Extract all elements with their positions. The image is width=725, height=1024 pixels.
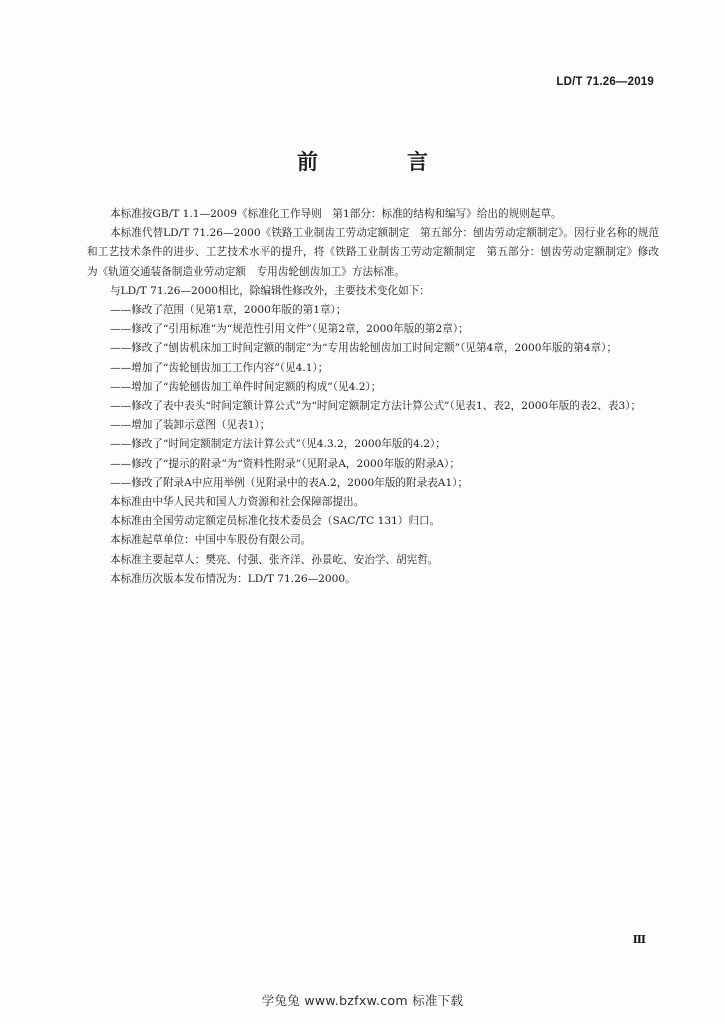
paragraph-drafting-rules: 本标准按GB/T 1.1—2009《标准化工作导则 第1部分：标准的结构和编写》给出的规则起草。 [110,208,562,220]
paragraph-drafting-unit: 本标准起草单位：中国中车股份有限公司。 [110,534,312,547]
paragraph-changes-intro: 与LD/T 71.26—2000相比，除编辑性修改外，主要技术变化如下： [110,284,430,297]
paragraph-drafters: 本标准主要起草人：樊亮、付强、张齐洋、孙景屹、安治学、胡宪哲。 [110,553,439,566]
change-item-example: ——修改了附录A中应用举例（见附录中的表A.2，2000年版的附录表A1）； [110,476,469,489]
page-number: Ⅲ [632,933,646,946]
paragraph-history: 本标准历次版本发布情况为：LD/T 71.26—2000。 [110,572,356,585]
paragraph-committee: 本标准由全国劳动定额定员标准化技术委员会（SAC/TC 131）归口。 [110,515,441,528]
standard-code: LD/T 71.26—2019 [556,76,654,88]
change-item-diagram: ——增加了装卸示意图（见表1）； [110,419,271,432]
paragraph-replacement: 本标准代替LD/T 71.26—2000《铁路工业制齿工劳动定额制定 第五部分：刨齿劳动定额制定》。因行业名称的规范和工艺技术条件的进步、工艺技术水平的提升，将《铁路工业制齿工劳动定额制定 第五部分：刨齿劳动定额制定》修改为《轨道交通装备制造业劳动定额 专用齿轮刨齿加工》方法标准。 [87,227,659,278]
page-title: 前 言 [297,150,462,174]
change-item-time-quota: ——修改了“刨齿机床加工时间定额的制定”为“专用齿轮刨齿加工时间定额”（见第4章，2000年版的第4章）； [110,342,618,355]
change-item-work-content: ——增加了“齿轮刨齿加工工作内容”（见4.1）； [110,361,329,374]
change-item-table-header: ——修改了表中表头“时间定额计算公式”为“时间定额制定方法计算公式”（见表1、表2，2000年版的表2、表3）； [110,400,642,413]
change-item-formula: ——修改了“时间定额制定方法计算公式”（见4.3.2，2000年版的4.2）； [110,438,446,451]
change-item-references: ——修改了“引用标准”为“规范性引用文件”（见第2章，2000年版的第2章）； [110,323,469,336]
change-item-scope: ——修改了范围（见第1章，2000年版的第1章）； [110,304,347,317]
paragraph-proposer: 本标准由中华人民共和国人力资源和社会保障部提出。 [110,496,365,509]
change-item-quota-composition: ——增加了“齿轮刨齿加工单件时间定额的构成”（见4.2）； [110,380,382,393]
change-item-appendix: ——修改了“提示的附录”为“资料性附录”（见附录A，2000年版的附录A）； [110,457,460,470]
foreword-body [87,205,659,589]
footer-watermark: 学兔兔 www.bzfxw.com 标准下载 [261,993,464,1008]
